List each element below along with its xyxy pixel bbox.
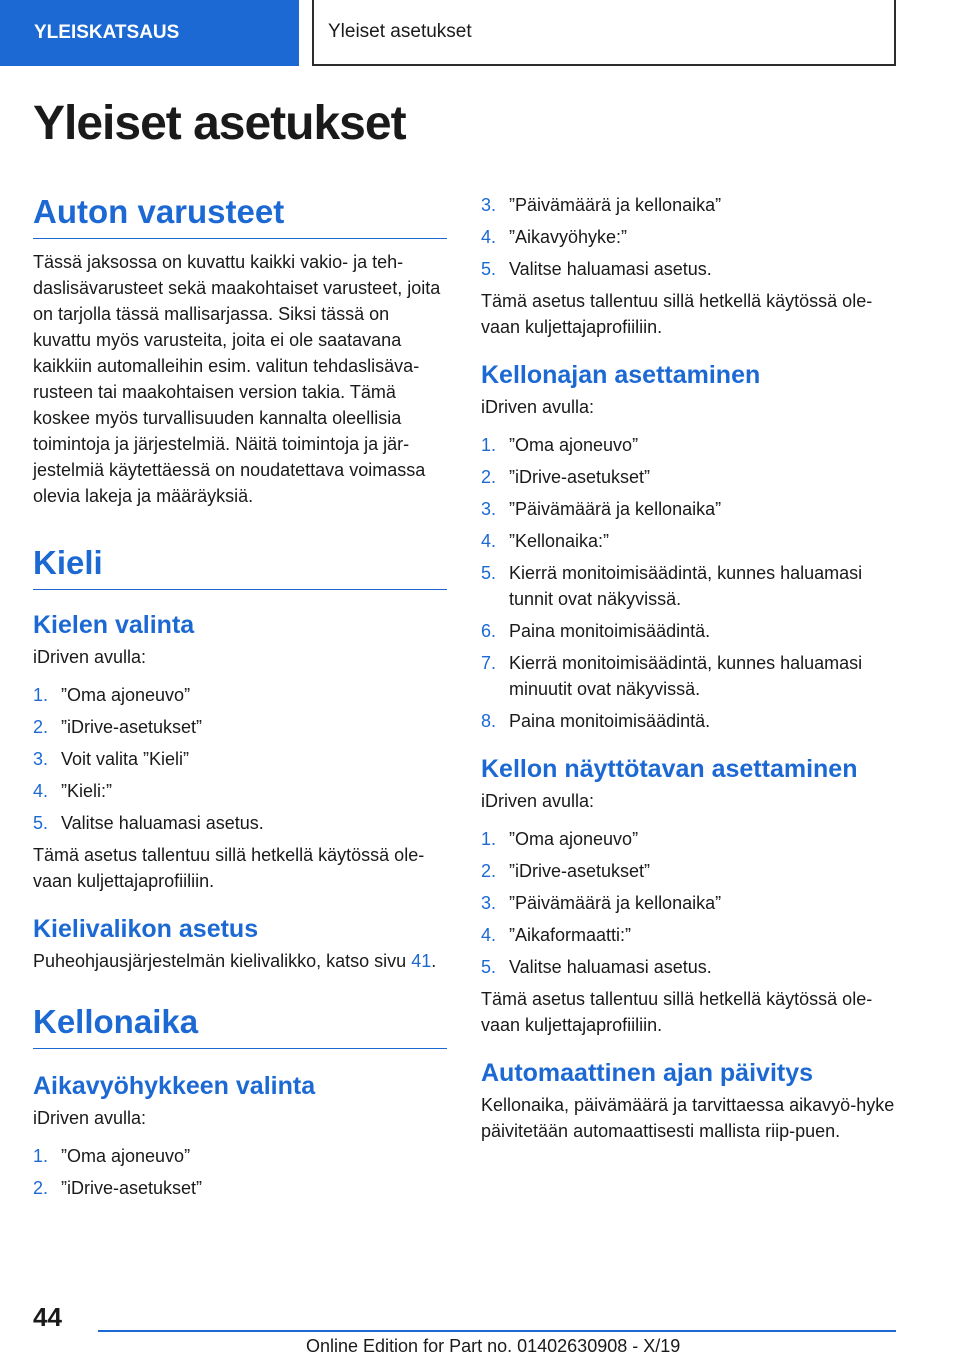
step-text: ”Oma ajoneuvo” [61,1146,191,1166]
page-title: Yleiset asetukset [33,97,406,150]
left-column [33,192,447,1207]
step-number: 2. [481,467,497,487]
section-tab: YLEISKATSAUS [0,0,299,66]
subheading-kellon-nayttotavan-asettaminen: Kellon näyttötavan asettaminen [481,755,858,783]
step-number: 4. [33,781,49,801]
step-number: 5. [481,957,497,977]
step-number: 1. [33,685,49,705]
right-column [481,192,895,1152]
step-text: ”Päivämäärä ja kellonaika” [509,499,722,519]
subheading-kellonajan-asettaminen: Kellonajan asettaminen [481,361,761,389]
list-item [481,256,895,282]
step-number: 2. [33,1178,49,1198]
step-text: ”Oma ajoneuvo” [509,435,639,455]
list-item [33,810,447,836]
intro-idrive: iDriven avulla: [481,397,595,417]
step-number: 4. [481,925,497,945]
list-item [481,708,895,734]
chapter-title: Yleiset asetukset [312,0,896,66]
section-heading-auton-varusteet: Auton varusteet [33,192,447,239]
step-text: ”iDrive-asetukset” [61,717,203,737]
list-item [481,528,895,554]
step-text: Paina monitoimisäädintä. [509,621,711,641]
step-text: ”Päivämäärä ja kellonaika” [509,893,722,913]
subheading-kielen-valinta: Kielen valinta [33,611,195,639]
list-item [481,618,895,644]
intro-idrive: iDriven avulla: [33,647,147,667]
step-number: 1. [33,1146,49,1166]
step-text: Voit valita ”Kieli” [61,749,190,769]
step-number: 1. [481,435,497,455]
step-number: 2. [481,861,497,881]
step-number: 3. [33,749,49,769]
step-text: ”iDrive-asetukset” [509,467,651,487]
list-item [481,954,895,980]
step-number: 1. [481,829,497,849]
subheading-automaattinen-ajan-paivitys: Automaattinen ajan päivitys [481,1059,814,1087]
list-item [481,192,895,218]
step-text: Kierrä monitoimisäädintä, kunnes haluamasi minuutit ovat näkyvissä. [509,653,863,699]
step-number: 4. [481,531,497,551]
note-paragraph: Tämä asetus tallentuu sillä hetkellä käytössä ole-vaan kuljettajaprofiiliin. [481,989,873,1035]
step-number: 2. [33,717,49,737]
intro-paragraph: Tässä jaksossa on kuvattu kaikki vakio- ja teh-daslisävarusteet sekä maakohtaiset varusteet, joita on tarjolla tässä mallisarjassa. Siksi tässä on kuvattu myös varusteita, joita ei ole saatavana kaikkiin automalleihin esim. valitun tehdaslisäva-rusteen tai maakohtaisen version takia. Tämä koskee myös turvallisuuden kannalta oleellisia toimintoja ja järjestelmiä. Näitä toimintoja ja jär-jestelmiä käytettäessä on noudatettava voimassa olevia lakeja ja määräyksiä. [33,252,441,506]
list-item [33,682,447,708]
list-item [481,464,895,490]
step-number: 5. [481,259,497,279]
step-text: Kierrä monitoimisäädintä, kunnes haluamasi tunnit ovat näkyvissä. [509,563,863,609]
page-header [0,0,960,66]
page-number: 44 [33,1302,62,1332]
list-item [481,826,895,852]
step-number: 4. [481,227,497,247]
step-number: 7. [481,653,497,673]
list-item [481,560,895,612]
footer-divider [98,1330,896,1332]
list-item [481,224,895,250]
step-number: 5. [33,813,49,833]
note-paragraph: Tämä asetus tallentuu sillä hetkellä käytössä ole-vaan kuljettajaprofiiliin. [33,845,425,891]
step-text: ”Kieli:” [61,781,113,801]
steps-kielen-valinta [33,682,447,836]
steps-aikavyohyke-cont [481,192,895,282]
section-heading-kieli: Kieli [33,543,447,590]
step-text: ”Oma ajoneuvo” [509,829,639,849]
step-text: ”Aikavyöhyke:” [509,227,628,247]
step-number: 8. [481,711,497,731]
list-item [481,858,895,884]
step-text: Valitse haluamasi asetus. [61,813,264,833]
step-text: Valitse haluamasi asetus. [509,957,712,977]
list-item [33,778,447,804]
list-item [481,650,895,702]
step-text: ”Aikaformaatti:” [509,925,632,945]
step-text: ”Oma ajoneuvo” [61,685,191,705]
step-number: 3. [481,499,497,519]
steps-kellonajan-asettaminen [481,432,895,734]
step-text: ”Kellonaika:” [509,531,610,551]
step-text: Paina monitoimisäädintä. [509,711,711,731]
list-item [33,714,447,740]
step-text: ”Päivämäärä ja kellonaika” [509,195,722,215]
list-item [481,432,895,458]
list-item [33,1175,447,1201]
note-paragraph: Tämä asetus tallentuu sillä hetkellä käytössä ole-vaan kuljettajaprofiiliin. [481,291,873,337]
subheading-kielivalikon-asetus: Kielivalikon asetus [33,915,259,943]
intro-idrive: iDriven avulla: [33,1108,147,1128]
auto-update-paragraph: Kellonaika, päivämäärä ja tarvittaessa aikavyö-hyke päivitetään automaattisesti mallista riip-puen. [481,1095,895,1141]
subheading-aikavyohykkeen-valinta: Aikavyöhykkeen valinta [33,1072,316,1100]
list-item [481,496,895,522]
list-item [481,922,895,948]
step-number: 6. [481,621,497,641]
step-text: Valitse haluamasi asetus. [509,259,712,279]
steps-aikavyohyke [33,1143,447,1201]
language-menu-text: Puheohjausjärjestelmän kielivalikko, katso sivu [33,951,407,971]
list-item [33,1143,447,1169]
intro-idrive: iDriven avulla: [481,791,595,811]
steps-kellon-nayttotapa [481,826,895,980]
page-reference-link[interactable]: 41 [411,951,432,971]
list-item [481,890,895,916]
footer-edition: Online Edition for Part no. 01402630908 - X/19 [306,1336,681,1356]
language-menu-end: . [431,951,437,971]
language-menu-paragraph [33,948,447,974]
list-item [33,746,447,772]
step-number: 3. [481,195,497,215]
step-number: 5. [481,563,497,583]
step-text: ”iDrive-asetukset” [61,1178,203,1198]
step-text: ”iDrive-asetukset” [509,861,651,881]
step-number: 3. [481,893,497,913]
section-heading-kellonaika: Kellonaika [33,1002,447,1049]
